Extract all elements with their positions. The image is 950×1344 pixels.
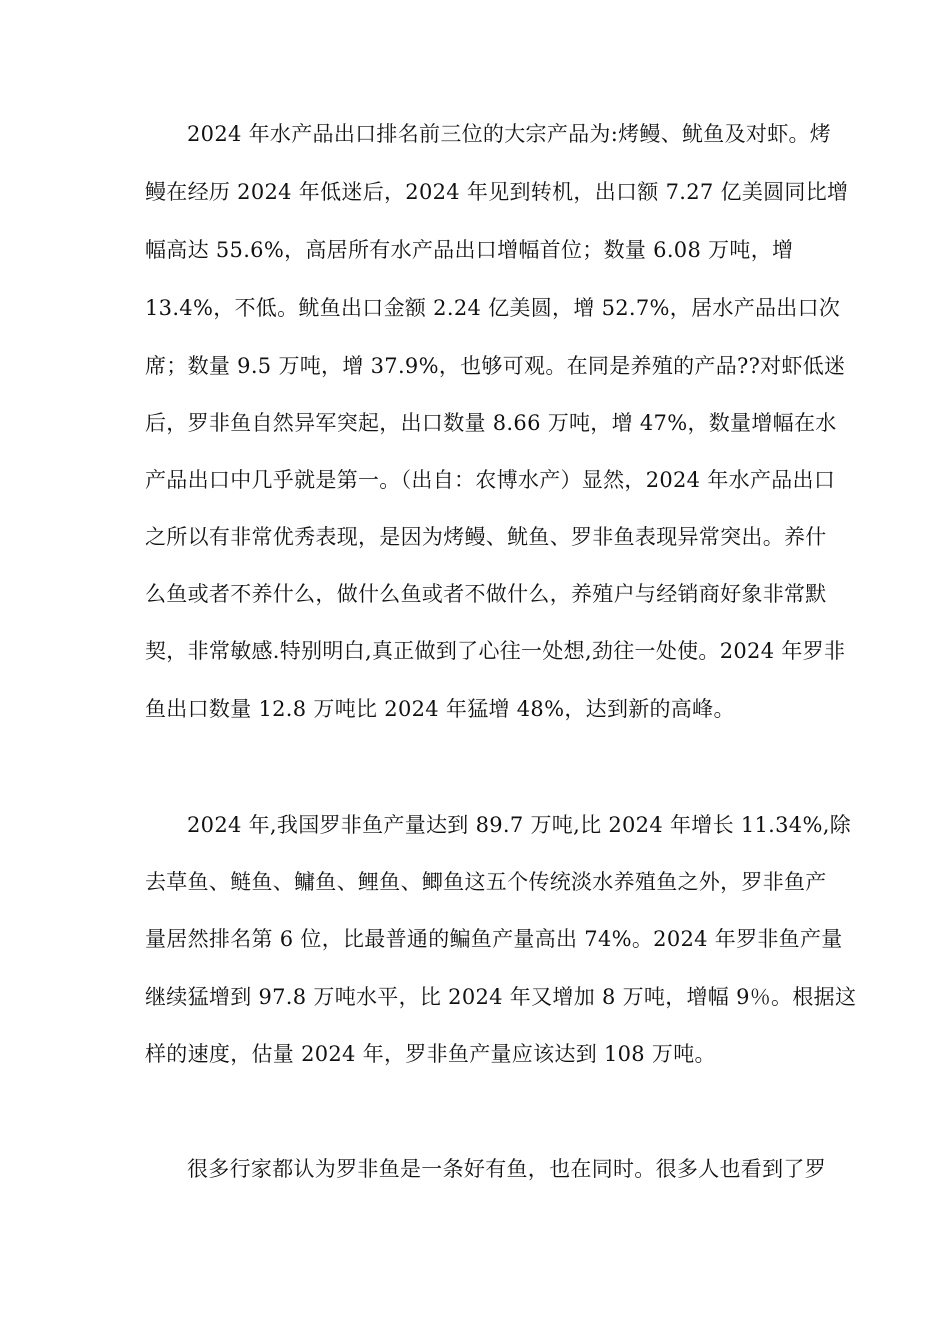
- paragraph-line: 13.4%，不低。鱿鱼出口金额 2.24 亿美圆，增 52.7%，居水产品出口次: [145, 296, 841, 320]
- paragraph-line: 去草鱼、鲢鱼、鳙鱼、鲤鱼、鲫鱼这五个传统淡水养殖鱼之外，罗非鱼产: [145, 870, 827, 894]
- paragraph-line: 契，非常敏感.特别明白,真正做到了心往一处想,劲往一处使。2024 年罗非: [145, 639, 846, 663]
- paragraph-line: 席；数量 9.5 万吨，增 37.9%，也够可观。在同是养殖的产品??对虾低迷: [145, 354, 846, 378]
- paragraph-line: 鳗在经历 2024 年低迷后，2024 年见到转机，出口额 7.27 亿美圆同比增: [145, 180, 849, 204]
- paragraph-line: 产品出口中几乎就是第一。（出自：农博水产）显然，2024 年水产品出口: [145, 468, 836, 492]
- paragraph-line: 继续猛增到 97.8 万吨水平，比 2024 年又增加 8 万吨，增幅 9％。根据这: [145, 985, 857, 1009]
- paragraph-line: 2024 年水产品出口排名前三位的大宗产品为:烤鳗、鱿鱼及对虾。烤: [187, 122, 832, 146]
- paragraph-line: 量居然排名第 6 位，比最普通的鳊鱼产量高出 74%。2024 年罗非鱼产量: [145, 927, 843, 951]
- paragraph-line: 之所以有非常优秀表现，是因为烤鳗、鱿鱼、罗非鱼表现异常突出。养什: [145, 525, 827, 549]
- paragraph-line: 幅高达 55.6%，高居所有水产品出口增幅首位；数量 6.08 万吨，增: [145, 238, 794, 262]
- paragraph-line: 么鱼或者不养什么，做什么鱼或者不做什么，养殖户与经销商好象非常默: [145, 582, 827, 606]
- paragraph-line: 后，罗非鱼自然异军突起，出口数量 8.66 万吨，增 47%，数量增幅在水: [145, 411, 837, 435]
- paragraph-line: 鱼出口数量 12.8 万吨比 2024 年猛增 48%，达到新的高峰。: [145, 697, 735, 721]
- paragraph-line: 样的速度，估量 2024 年，罗非鱼产量应该达到 108 万吨。: [145, 1042, 716, 1066]
- paragraph-line: 2024 年,我国罗非鱼产量达到 89.7 万吨,比 2024 年增长 11.34%,除: [187, 813, 851, 837]
- paragraph-line: 很多行家都认为罗非鱼是一条好有鱼，也在同时。很多人也看到了罗: [187, 1157, 826, 1181]
